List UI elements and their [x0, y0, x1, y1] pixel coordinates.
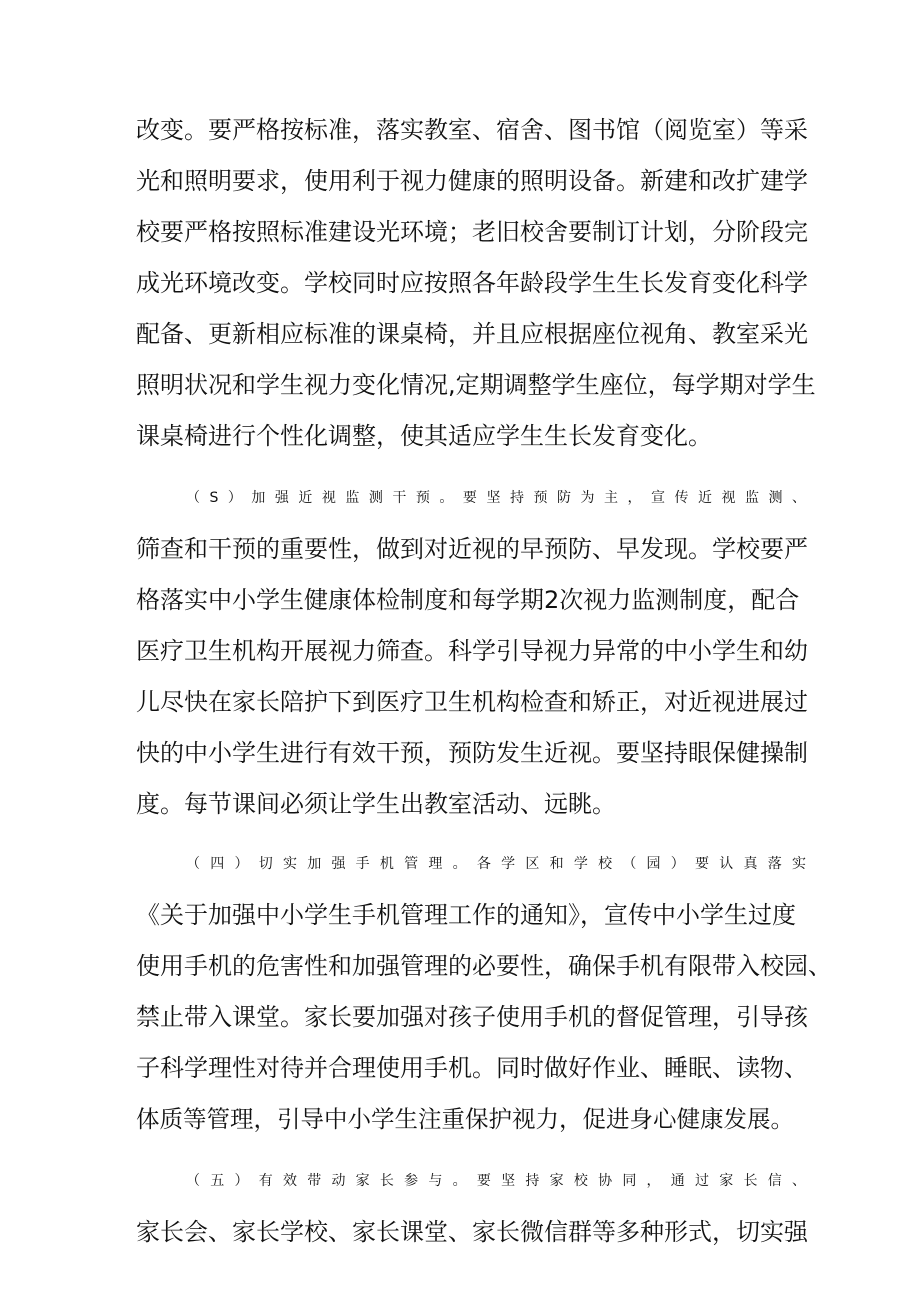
- text-line: 体质等管理，引导中小学生注重保护视力，促进身心健康发展。: [136, 1105, 794, 1133]
- text-line: 度。每节课间必须让学生出教室活动、远眺。: [136, 790, 616, 818]
- text-line: 快的中小学生进行有效干预，预防发生近视。要坚持眼保健操制: [136, 739, 808, 767]
- text-line: 校要严格按照标准建设光环境；老旧校舍要制订计划，分阶段完: [136, 218, 808, 246]
- text-line: 格落实中小学生健康体检制度和每学期2次视力监测制度，配合: [136, 586, 800, 614]
- text-line: 筛查和干预的重要性，做到对近视的早预防、早发现。学校要严: [136, 535, 808, 563]
- text-line: （S）加强近视监测干预。要坚持预防为主，宣传近视监测、: [186, 490, 806, 506]
- text-line: 照明状况和学生视力变化情况,定期调整学生座位，每学期对学生: [136, 371, 816, 399]
- text-line: 成光环境改变。学校同时应按照各年龄段学生生长发育变化科学: [136, 269, 808, 297]
- text-line: 禁止带入课堂。家长要加强对孩子使用手机的督促管理，引导孩: [136, 1003, 808, 1031]
- text-line: 光和照明要求，使用利于视力健康的照明设备。新建和改扩建学: [136, 167, 808, 195]
- text-line: 医疗卫生机构开展视力筛查。科学引导视力异常的中小学生和幼: [136, 637, 808, 665]
- text-line: （四）切实加强手机管理。各学区和学校（园）要认真落实: [186, 856, 806, 872]
- text-line: 使用手机的危害性和加强管理的必要性，确保手机有限带入校园、: [136, 952, 832, 980]
- text-line: 配备、更新相应标准的课桌椅，并且应根据座位视角、教室采光: [136, 320, 808, 348]
- text-line: 课桌椅进行个性化调整，使其适应学生生长发育变化。: [136, 422, 712, 450]
- text-line: 改变。要严格按标准，落实教室、宿舍、图书馆（阅览室）等采: [136, 116, 808, 144]
- text-line: 子科学理性对待并合理使用手机。同时做好作业、睡眠、读物、: [136, 1054, 808, 1082]
- text-line: 家长会、家长学校、家长课堂、家长微信群等多种形式，切实强: [136, 1218, 808, 1246]
- text-line: 儿尽快在家长陪护下到医疗卫生机构检查和矫正，对近视进展过: [136, 688, 808, 716]
- text-line: 《关于加强中小学生手机管理工作的通知》，宣传中小学生过度: [136, 901, 796, 929]
- text-line: （五）有效带动家长参与。要坚持家校协同，通过家长信、: [186, 1173, 806, 1189]
